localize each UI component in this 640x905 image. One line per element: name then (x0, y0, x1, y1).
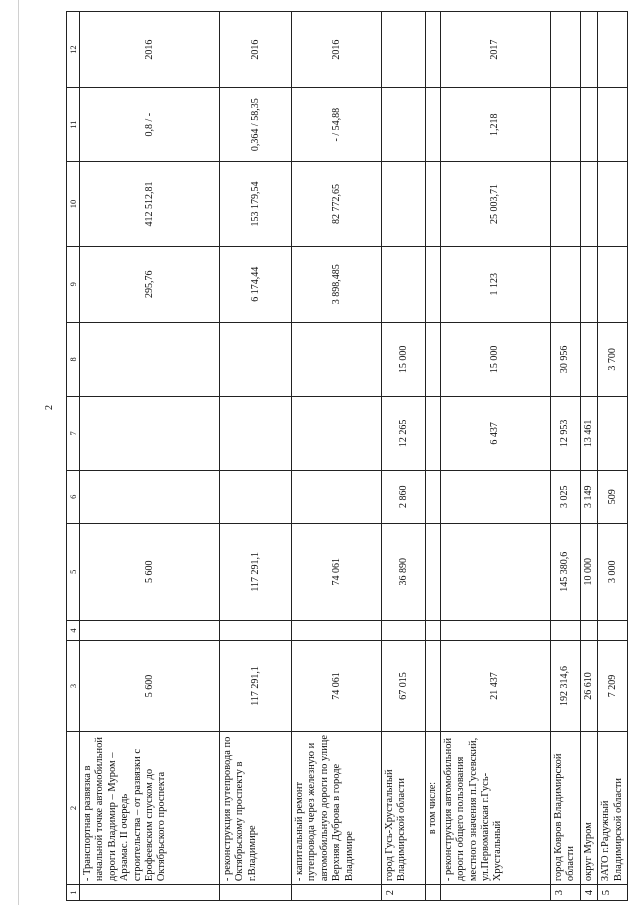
header-cell: 6 (67, 470, 80, 523)
cell-c5: 5 600 (80, 523, 220, 620)
header-cell: 5 (67, 523, 80, 620)
table-row (80, 12, 220, 901)
cell-c4 (292, 620, 382, 640)
cell-c4 (598, 620, 628, 640)
cell-c9 (426, 246, 441, 322)
cell-c12: 2016 (80, 12, 220, 88)
cell-c3: 21 437 (440, 640, 550, 731)
header-cell: 4 (67, 620, 80, 640)
scan-edge (18, 0, 19, 905)
row-index (220, 885, 292, 901)
cell-c10: 82 772,65 (292, 162, 382, 247)
header-cell: 2 (67, 731, 80, 884)
data-table (66, 11, 628, 901)
cell-c6: 3 149 (580, 470, 597, 523)
cell-c8: 15 000 (382, 322, 426, 396)
cell-c5: 145 380,6 (550, 523, 580, 620)
cell-c3: 117 291,1 (220, 640, 292, 731)
cell-c7: 12 265 (382, 396, 426, 470)
cell-c3: 7 209 (598, 640, 628, 731)
cell-c10 (426, 162, 441, 247)
row-name: округ Муром (580, 731, 597, 884)
header-cell: 9 (67, 246, 80, 322)
cell-c6 (440, 470, 550, 523)
cell-c11: - / 54,88 (292, 88, 382, 162)
cell-c9: 6 174,44 (220, 246, 292, 322)
cell-c11: 0,8 / - (80, 88, 220, 162)
cell-c4 (550, 620, 580, 640)
cell-c11: 1,218 (440, 88, 550, 162)
cell-c10 (382, 162, 426, 247)
row-index (426, 885, 441, 901)
row-index (80, 885, 220, 901)
cell-c12 (426, 12, 441, 88)
page-number: 2 (44, 405, 55, 410)
cell-c3: 26 610 (580, 640, 597, 731)
cell-c9 (580, 246, 597, 322)
table-row (220, 12, 292, 901)
header-row (67, 12, 80, 901)
cell-c6 (426, 470, 441, 523)
cell-c5 (440, 523, 550, 620)
cell-c9: 1 123 (440, 246, 550, 322)
row-index: 3 (550, 885, 580, 901)
row-index: 2 (382, 885, 426, 901)
cell-c12 (382, 12, 426, 88)
cell-c3: 192 314,6 (550, 640, 580, 731)
header-cell: 12 (67, 12, 80, 88)
cell-c12 (550, 12, 580, 88)
cell-c6: 2 860 (382, 470, 426, 523)
cell-c10 (598, 162, 628, 247)
cell-c3: 74 061 (292, 640, 382, 731)
cell-c12: 2016 (292, 12, 382, 88)
header-cell: 7 (67, 396, 80, 470)
cell-c11 (426, 88, 441, 162)
table-row (292, 12, 382, 901)
cell-c7 (292, 396, 382, 470)
cell-c7 (80, 396, 220, 470)
row-name: город Гусь-Хрустальный Владимирской области (382, 731, 426, 884)
row-name: - реконструкция автомобильной дороги общего пользования местного значения п.Гусевский, ул.Первомайская г.Гусь-Хрустальный (440, 731, 550, 884)
cell-c11 (580, 88, 597, 162)
table-row (426, 12, 441, 901)
cell-c5: 3 000 (598, 523, 628, 620)
cell-c7 (220, 396, 292, 470)
cell-c8: 3 700 (598, 322, 628, 396)
cell-c11: 0,364 / 58,35 (220, 88, 292, 162)
cell-c4 (426, 620, 441, 640)
cell-c5: 36 890 (382, 523, 426, 620)
cell-c6: 3 025 (550, 470, 580, 523)
cell-c7: 12 953 (550, 396, 580, 470)
in-total-label: в том числе: (426, 731, 441, 884)
cell-c9 (382, 246, 426, 322)
cell-c10 (550, 162, 580, 247)
table-row (598, 12, 628, 901)
cell-c7 (598, 396, 628, 470)
table-row (440, 12, 550, 901)
cell-c11 (382, 88, 426, 162)
header-cell: 8 (67, 322, 80, 396)
cell-c8 (80, 322, 220, 396)
cell-c7: 6 437 (440, 396, 550, 470)
cell-c11 (550, 88, 580, 162)
cell-c5: 74 061 (292, 523, 382, 620)
cell-c8 (580, 322, 597, 396)
cell-c3: 5 600 (80, 640, 220, 731)
header-cell: 11 (67, 88, 80, 162)
rotated-table-frame (66, 11, 624, 901)
header-cell: 3 (67, 640, 80, 731)
row-index: 4 (580, 885, 597, 901)
cell-c8: 30 956 (550, 322, 580, 396)
cell-c9 (550, 246, 580, 322)
cell-c9: 295,76 (80, 246, 220, 322)
cell-c6: 509 (598, 470, 628, 523)
cell-c4 (382, 620, 426, 640)
cell-c10 (580, 162, 597, 247)
row-index (440, 885, 550, 901)
row-index: 5 (598, 885, 628, 901)
cell-c11 (598, 88, 628, 162)
row-name: город Ковров Владимирской области (550, 731, 580, 884)
cell-c6 (292, 470, 382, 523)
cell-c12: 2016 (220, 12, 292, 88)
cell-c5 (426, 523, 441, 620)
cell-c8 (426, 322, 441, 396)
cell-c4 (440, 620, 550, 640)
row-name: - капитальный ремонт путепровода через железную и автомобильную дороги по улице Верхняя Дуброва в городе Владимире (292, 731, 382, 884)
cell-c4 (580, 620, 597, 640)
cell-c5: 117 291,1 (220, 523, 292, 620)
row-name: - Транспортная развязка в начальной точке автомобильной дороги Владимир – Муром – Арзамас. II очередь строительства – от развязки с Ерофеевским спуском до Октябрьского проспекта (80, 731, 220, 884)
cell-c5: 10 000 (580, 523, 597, 620)
cell-c8 (220, 322, 292, 396)
header-cell: 10 (67, 162, 80, 247)
cell-c9: 3 898,485 (292, 246, 382, 322)
cell-c6 (80, 470, 220, 523)
cell-c7 (426, 396, 441, 470)
header-cell: 1 (67, 885, 80, 901)
table-row (550, 12, 580, 901)
cell-c10: 153 179,54 (220, 162, 292, 247)
table-row (580, 12, 597, 901)
cell-c12 (580, 12, 597, 88)
cell-c6 (220, 470, 292, 523)
row-name: ЗАТО г.Радужный Владимирской области (598, 731, 628, 884)
cell-c3 (426, 640, 441, 731)
cell-c8 (292, 322, 382, 396)
row-name: - реконструкция путепровода по Октябрьскому проспекту в г.Владимире (220, 731, 292, 884)
cell-c8: 15 000 (440, 322, 550, 396)
cell-c4 (80, 620, 220, 640)
cell-c12 (598, 12, 628, 88)
cell-c3: 67 015 (382, 640, 426, 731)
cell-c4 (220, 620, 292, 640)
rotated-table-viewport (66, 11, 624, 901)
cell-c9 (598, 246, 628, 322)
row-index (292, 885, 382, 901)
table-row (382, 12, 426, 901)
cell-c12: 2017 (440, 12, 550, 88)
cell-c7: 13 461 (580, 396, 597, 470)
cell-c10: 412 512,81 (80, 162, 220, 247)
cell-c10: 25 003,71 (440, 162, 550, 247)
